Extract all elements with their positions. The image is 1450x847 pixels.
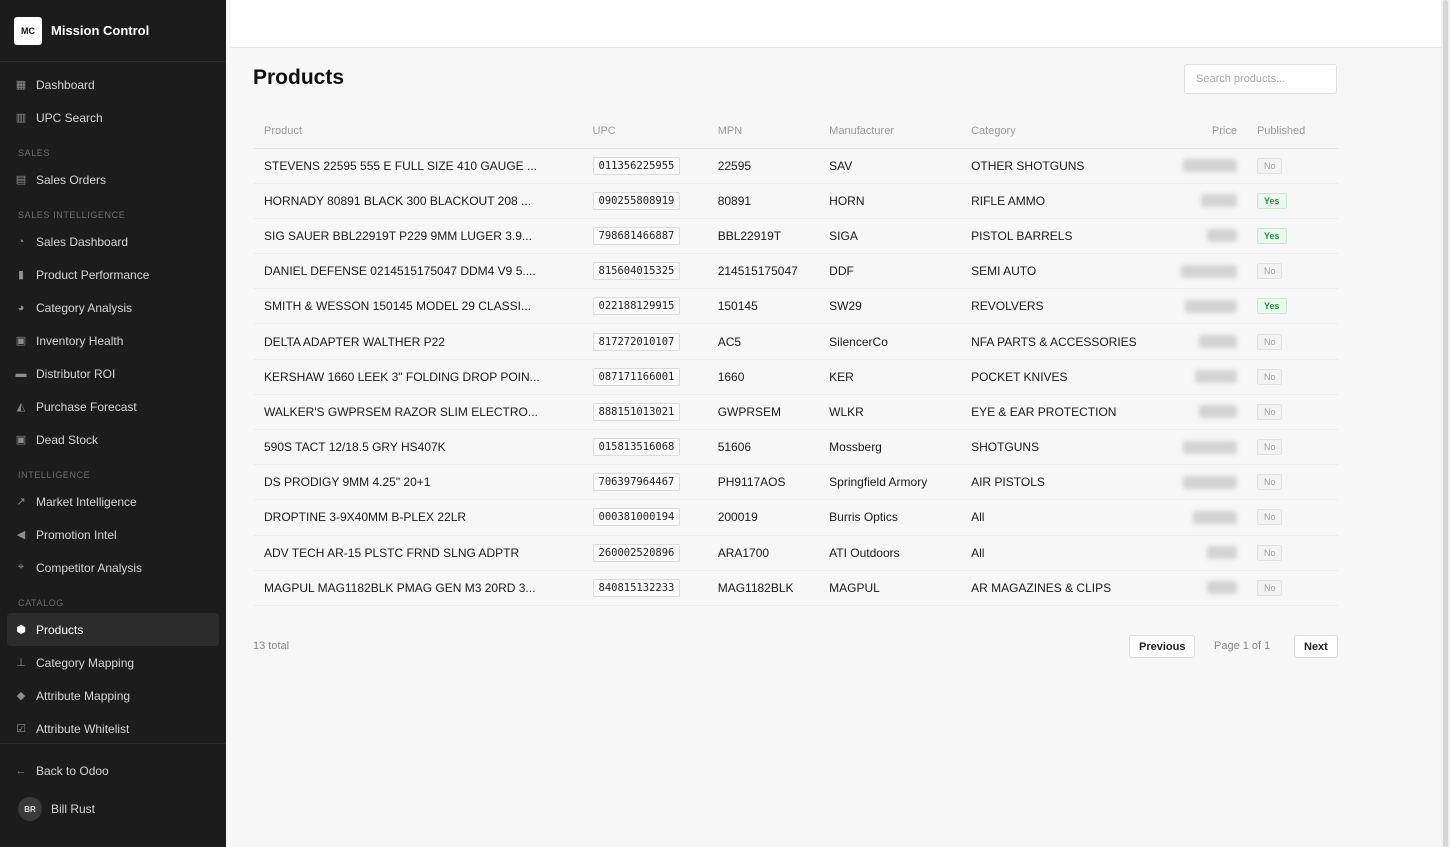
table-header-row xyxy=(254,114,1338,148)
column-header-product: Product xyxy=(254,114,583,148)
mpn-cell: AC5 xyxy=(708,324,819,359)
published-cell xyxy=(1247,254,1338,289)
upc-code: 000381000194 xyxy=(593,508,681,526)
published-cell xyxy=(1247,148,1338,183)
product-name-cell: DELTA ADAPTER WALTHER P22 xyxy=(254,324,583,359)
published-badge: No xyxy=(1257,158,1283,174)
user-profile[interactable] xyxy=(0,787,226,831)
table-row[interactable] xyxy=(254,359,1338,394)
arrow-left-icon: ← xyxy=(15,764,27,777)
mpn-cell: 214515175047 xyxy=(708,254,819,289)
pie-chart-icon: ◕ xyxy=(17,301,25,314)
mpn-cell: 1660 xyxy=(708,359,819,394)
published-badge: No xyxy=(1257,369,1283,385)
category-cell: OTHER SHOTGUNS xyxy=(961,148,1171,183)
product-name-cell: SMITH & WESSON 150145 MODEL 29 CLASSI... xyxy=(254,289,583,324)
redacted-price xyxy=(1207,581,1237,594)
mpn-cell: MAG1182BLK xyxy=(708,570,819,605)
published-badge: No xyxy=(1257,545,1283,561)
sitemap-icon: ⊥ xyxy=(16,657,26,669)
upc-cell xyxy=(583,465,708,500)
table-row[interactable] xyxy=(254,289,1338,324)
sidebar-item-sales-orders[interactable] xyxy=(7,163,219,196)
manufacturer-cell: ATI Outdoors xyxy=(819,535,961,570)
user-name: Bill Rust xyxy=(51,802,96,816)
back-to-odoo-link[interactable] xyxy=(7,754,219,787)
published-badge: No xyxy=(1257,509,1283,525)
upc-cell xyxy=(583,500,708,535)
sidebar-item-market-intelligence[interactable] xyxy=(7,485,219,518)
upc-cell xyxy=(583,218,708,253)
checkbox-icon: ☑ xyxy=(16,723,26,735)
scrollbar-thumb[interactable] xyxy=(1443,0,1448,847)
sidebar-item-label: Category Mapping xyxy=(36,655,135,670)
upc-cell xyxy=(583,394,708,429)
redacted-price xyxy=(1181,265,1237,278)
published-cell xyxy=(1247,535,1338,570)
sidebar-item-label: Inventory Health xyxy=(36,333,124,348)
mpn-cell: 51606 xyxy=(708,430,819,465)
category-cell: NFA PARTS & ACCESSORIES xyxy=(961,324,1171,359)
upc-code: 022188129915 xyxy=(593,297,681,315)
gauge-icon: ◔ xyxy=(17,235,25,248)
sidebar-item-label: Attribute Mapping xyxy=(36,688,131,703)
redacted-price xyxy=(1183,476,1237,489)
upc-cell xyxy=(583,289,708,324)
nav-section-label: SALES xyxy=(18,148,51,158)
upc-cell xyxy=(583,148,708,183)
table-row[interactable] xyxy=(254,535,1338,570)
price-cell xyxy=(1171,570,1247,605)
published-cell xyxy=(1247,394,1338,429)
published-cell xyxy=(1247,218,1338,253)
brand-logo: MC xyxy=(14,17,42,45)
price-cell xyxy=(1171,465,1247,500)
price-cell xyxy=(1171,535,1247,570)
table-row[interactable] xyxy=(254,324,1338,359)
upc-code: 798681466887 xyxy=(593,227,681,245)
product-name-cell: ADV TECH AR-15 PLSTC FRND SLNG ADPTR xyxy=(254,535,583,570)
product-name-cell: MAGPUL MAG1182BLK PMAG GEN M3 20RD 3... xyxy=(254,570,583,605)
published-cell xyxy=(1247,359,1338,394)
price-cell xyxy=(1171,254,1247,289)
table-row[interactable] xyxy=(254,394,1338,429)
sidebar-item-label: Competitor Analysis xyxy=(36,560,143,575)
sidebar-item-distributor-roi[interactable] xyxy=(7,357,219,390)
document-icon: ▤ xyxy=(15,174,27,186)
published-cell xyxy=(1247,500,1338,535)
previous-button[interactable]: Previous xyxy=(1129,635,1195,658)
category-cell: REVOLVERS xyxy=(961,289,1171,324)
mpn-cell: 150145 xyxy=(708,289,819,324)
upc-code: 260002520896 xyxy=(593,544,681,562)
mpn-cell: GWPRSEM xyxy=(708,394,819,429)
table-row[interactable] xyxy=(254,148,1338,183)
mpn-cell: 22595 xyxy=(708,148,819,183)
product-name-cell: 590S TACT 12/18.5 GRY HS407K xyxy=(254,430,583,465)
price-cell xyxy=(1171,324,1247,359)
table-row[interactable] xyxy=(254,570,1338,605)
mpn-cell: 200019 xyxy=(708,500,819,535)
table-row[interactable] xyxy=(254,465,1338,500)
published-badge: Yes xyxy=(1257,298,1287,314)
sidebar-item-purchase-forecast[interactable] xyxy=(7,390,219,423)
sidebar-item-label: Product Performance xyxy=(36,267,150,282)
redacted-price xyxy=(1199,405,1237,418)
cubes-icon: ⬢ xyxy=(16,624,26,636)
category-cell: All xyxy=(961,500,1171,535)
nav-section-label: CATALOG xyxy=(18,598,64,608)
column-header-mpn: MPN xyxy=(708,114,819,148)
bar-chart-icon: ▮ xyxy=(17,269,25,281)
sidebar-item-dashboard[interactable] xyxy=(7,68,219,101)
sidebar-item-label: Category Analysis xyxy=(36,300,133,315)
column-header-manufacturer: Manufacturer xyxy=(819,114,961,148)
category-cell: AIR PISTOLS xyxy=(961,465,1171,500)
sidebar-item-label: UPC Search xyxy=(36,110,103,125)
column-header-price: Price xyxy=(1171,114,1247,148)
total-count: 13 total xyxy=(253,640,290,652)
sidebar-item-label: Attribute Whitelist xyxy=(36,721,130,736)
avatar: BR xyxy=(18,797,42,821)
redacted-price xyxy=(1185,300,1237,313)
sidebar-item-dead-stock[interactable] xyxy=(7,423,219,456)
category-cell: SEMI AUTO xyxy=(961,254,1171,289)
redacted-price xyxy=(1193,511,1237,524)
sidebar-item-product-performance[interactable] xyxy=(7,258,219,291)
published-badge: Yes xyxy=(1257,228,1287,244)
barcode-icon: ▥ xyxy=(15,112,27,124)
product-name-cell: DS PRODIGY 9MM 4.25" 20+1 xyxy=(254,465,583,500)
published-badge: No xyxy=(1257,334,1283,350)
upc-cell xyxy=(583,254,708,289)
truck-icon: ▬ xyxy=(15,367,27,380)
manufacturer-cell: SW29 xyxy=(819,289,961,324)
sidebar-item-label: Sales Orders xyxy=(36,172,107,187)
redacted-price xyxy=(1207,546,1237,559)
box-icon: ▣ xyxy=(15,335,27,347)
upc-code: 888151013021 xyxy=(593,403,681,421)
published-cell xyxy=(1247,324,1338,359)
upc-code: 015813516068 xyxy=(593,438,681,456)
sidebar-item-label: Purchase Forecast xyxy=(36,399,137,414)
category-cell: POCKET KNIVES xyxy=(961,359,1171,394)
manufacturer-cell: HORN xyxy=(819,183,961,218)
upc-cell xyxy=(583,570,708,605)
published-badge: No xyxy=(1257,439,1283,455)
sidebar-item-label: Market Intelligence xyxy=(36,494,137,509)
scrollbar[interactable] xyxy=(1441,0,1450,847)
crosshair-icon: ⌖ xyxy=(17,561,25,573)
published-cell xyxy=(1247,183,1338,218)
manufacturer-cell: DDF xyxy=(819,254,961,289)
next-button[interactable]: Next xyxy=(1294,635,1338,658)
sidebar-item-label: Dead Stock xyxy=(36,432,99,447)
sidebar-item-products[interactable] xyxy=(7,613,219,646)
category-cell: RIFLE AMMO xyxy=(961,183,1171,218)
back-to-odoo-label: Back to Odoo xyxy=(36,763,109,778)
published-cell xyxy=(1247,430,1338,465)
redacted-price xyxy=(1199,335,1237,348)
sidebar-item-attribute-whitelist[interactable] xyxy=(7,712,219,745)
price-cell xyxy=(1171,289,1247,324)
upc-code: 011356225955 xyxy=(593,157,681,175)
column-header-category: Category xyxy=(961,114,1171,148)
sidebar-item-label: Distributor ROI xyxy=(36,366,116,381)
megaphone-icon: ◀ xyxy=(16,529,26,541)
manufacturer-cell: WLKR xyxy=(819,394,961,429)
upc-code: 087171166001 xyxy=(593,368,681,386)
brand[interactable] xyxy=(0,0,226,62)
nav-section-label: INTELLIGENCE xyxy=(18,470,91,480)
price-cell xyxy=(1171,148,1247,183)
upc-code: 706397964467 xyxy=(593,473,681,491)
table-row[interactable] xyxy=(254,218,1338,253)
column-header-upc: UPC xyxy=(583,114,708,148)
category-cell: AR MAGAZINES & CLIPS xyxy=(961,570,1171,605)
sidebar-item-label: Sales Dashboard xyxy=(36,234,129,249)
sidebar-item-label: Products xyxy=(36,622,84,637)
category-cell: SHOTGUNS xyxy=(961,430,1171,465)
table-row[interactable] xyxy=(254,500,1338,535)
category-cell: All xyxy=(961,535,1171,570)
published-badge: No xyxy=(1257,263,1283,279)
table-row[interactable] xyxy=(254,430,1338,465)
redacted-price xyxy=(1183,159,1237,172)
sidebar xyxy=(0,0,226,847)
mpn-cell: ARA1700 xyxy=(708,535,819,570)
sidebar-item-category-analysis[interactable] xyxy=(7,291,219,324)
product-name-cell: STEVENS 22595 555 E FULL SIZE 410 GAUGE ... xyxy=(254,148,583,183)
upc-code: 840815132233 xyxy=(593,579,681,597)
product-name-cell: KERSHAW 1660 LEEK 3" FOLDING DROP POIN... xyxy=(254,359,583,394)
published-cell xyxy=(1247,289,1338,324)
redacted-price xyxy=(1201,194,1237,207)
manufacturer-cell: Mossberg xyxy=(819,430,961,465)
upc-cell xyxy=(583,535,708,570)
product-name-cell: HORNADY 80891 BLACK 300 BLACKOUT 208 ... xyxy=(254,183,583,218)
category-cell: EYE & EAR PROTECTION xyxy=(961,394,1171,429)
sidebar-item-category-mapping[interactable] xyxy=(7,646,219,679)
sidebar-item-label: Promotion Intel xyxy=(36,527,117,542)
grid-icon: ▦ xyxy=(15,79,27,91)
page-indicator: Page 1 of 1 xyxy=(1214,640,1271,652)
published-badge: No xyxy=(1257,580,1283,596)
sidebar-nav xyxy=(0,68,226,745)
manufacturer-cell: KER xyxy=(819,359,961,394)
top-bar xyxy=(231,0,1441,48)
archive-icon: ▣ xyxy=(15,434,27,446)
manufacturer-cell: MAGPUL xyxy=(819,570,961,605)
published-cell xyxy=(1247,465,1338,500)
tags-icon: ◆ xyxy=(16,690,26,702)
sidebar-item-promotion-intel[interactable] xyxy=(7,518,219,551)
product-name-cell: DROPTINE 3-9X40MM B-PLEX 22LR xyxy=(254,500,583,535)
upc-cell xyxy=(583,430,708,465)
manufacturer-cell: SilencerCo xyxy=(819,324,961,359)
upc-cell xyxy=(583,324,708,359)
manufacturer-cell: Burris Optics xyxy=(819,500,961,535)
price-cell xyxy=(1171,359,1247,394)
manufacturer-cell: Springfield Armory xyxy=(819,465,961,500)
nav-section-label: SALES INTELLIGENCE xyxy=(18,210,126,220)
table-row[interactable] xyxy=(254,254,1338,289)
upc-cell xyxy=(583,183,708,218)
column-header-published: Published xyxy=(1247,114,1338,148)
products-table xyxy=(254,114,1338,606)
search-input[interactable] xyxy=(1184,64,1337,94)
brand-name: Mission Control xyxy=(51,23,150,38)
sidebar-item-competitor-analysis[interactable] xyxy=(7,551,219,584)
redacted-price xyxy=(1207,229,1237,242)
area-chart-icon: ◭ xyxy=(16,401,26,413)
upc-cell xyxy=(583,359,708,394)
published-badge: Yes xyxy=(1257,193,1287,209)
mpn-cell: PH9117AOS xyxy=(708,465,819,500)
product-name-cell: WALKER'S GWPRSEM RAZOR SLIM ELECTRO... xyxy=(254,394,583,429)
category-cell: PISTOL BARRELS xyxy=(961,218,1171,253)
price-cell xyxy=(1171,183,1247,218)
mpn-cell: 80891 xyxy=(708,183,819,218)
product-name-cell: DANIEL DEFENSE 0214515175047 DDM4 V9 5.... xyxy=(254,254,583,289)
price-cell xyxy=(1171,430,1247,465)
table-row[interactable] xyxy=(254,183,1338,218)
manufacturer-cell: SIGA xyxy=(819,218,961,253)
sidebar-item-inventory-health[interactable] xyxy=(7,324,219,357)
page-title: Products xyxy=(253,66,345,89)
redacted-price xyxy=(1183,441,1237,454)
sidebar-footer xyxy=(0,743,226,831)
sidebar-item-label: Dashboard xyxy=(36,77,95,92)
published-badge: No xyxy=(1257,474,1283,490)
sidebar-item-sales-dashboard[interactable] xyxy=(7,225,219,258)
mpn-cell: BBL22919T xyxy=(708,218,819,253)
manufacturer-cell: SAV xyxy=(819,148,961,183)
price-cell xyxy=(1171,218,1247,253)
published-cell xyxy=(1247,570,1338,605)
redacted-price xyxy=(1195,370,1237,383)
published-badge: No xyxy=(1257,404,1283,420)
upc-code: 815604015325 xyxy=(593,262,681,280)
trend-icon: ↗ xyxy=(16,496,26,508)
upc-code: 817272010107 xyxy=(593,333,681,351)
price-cell xyxy=(1171,500,1247,535)
price-cell xyxy=(1171,394,1247,429)
sidebar-item-attribute-mapping[interactable] xyxy=(7,679,219,712)
upc-code: 090255808919 xyxy=(593,192,681,210)
product-name-cell: SIG SAUER BBL22919T P229 9MM LUGER 3.9... xyxy=(254,218,583,253)
sidebar-item-upc-search[interactable] xyxy=(7,101,219,134)
